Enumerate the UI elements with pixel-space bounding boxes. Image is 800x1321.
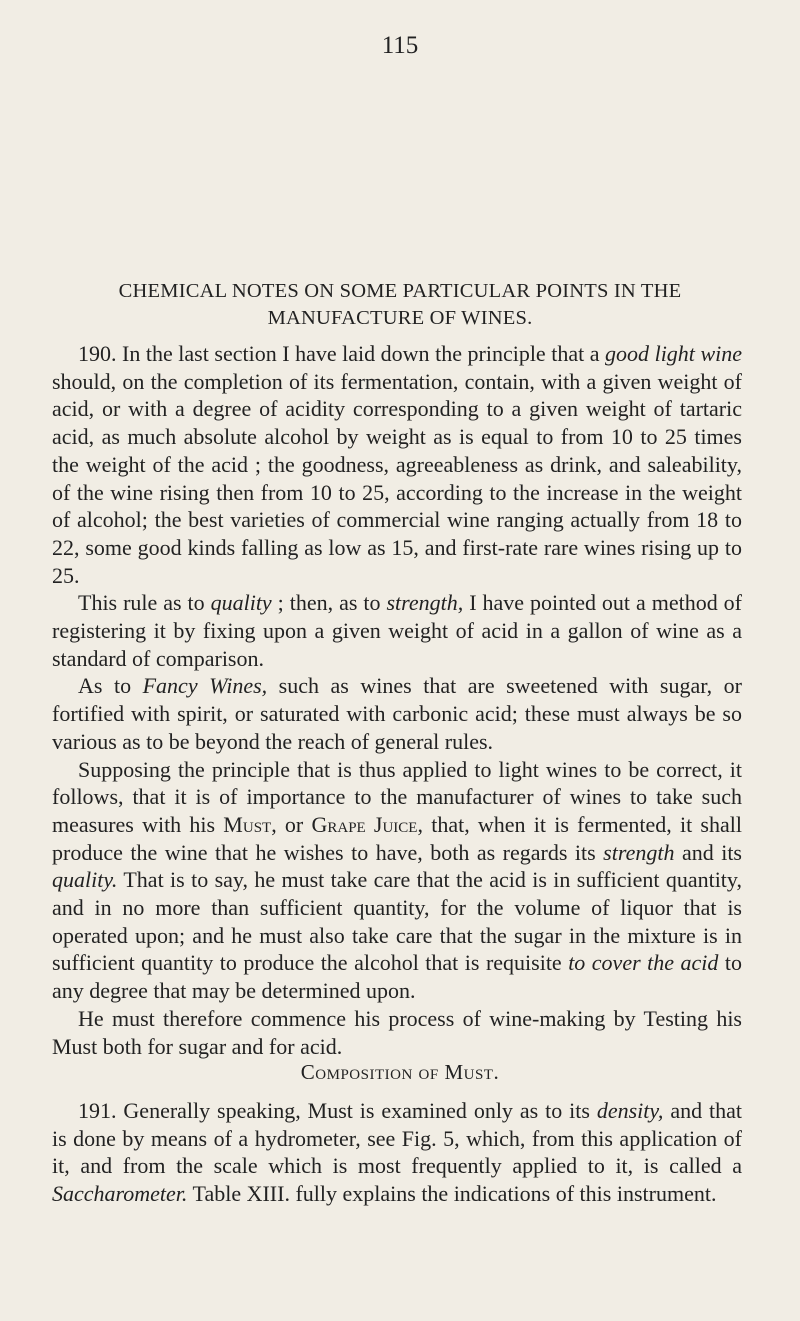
paragraph-supposing [52,756,742,1005]
text-run: ; then, as to [271,590,387,616]
emphasis-good-light-wine: good light wine [605,341,742,366]
emphasis-density: density, [596,1098,664,1123]
text-run: should, on the completion of its fermentation, contain, with a given weight of acid, or with a degree of acidity corresponding to a given weight of tartaric acid, as much absolute alcohol by weight as is equal to from 10 to 25 times the weight of the acid ; the goodness, agreeableness as drink, and saleability, of the wine rising then from 10 to 25, according to the increase in the weight of alcohol; the best varieties of commercial wine ranging actually from 18 to 22, some good kinds falling as low as 15, and first-rate rare wines rising up to 25. [52,368,742,588]
text-run: , that, when it is fermented, it shall produce the wine that he wishes to have, both as regards its [52,811,742,865]
paragraph-fancy-wines [52,672,742,755]
section-191 [52,1097,742,1208]
emphasis-strength: strength [603,839,675,865]
text-run: to any degree that may be determined upon. [52,950,742,1004]
paragraph-quality-rule [52,589,742,672]
emphasis-saccharometer: Saccharometer. [52,1181,188,1207]
text-run: 190. In the last section I have laid down the principle that a [78,341,606,366]
text-run: I have pointed out a method of registering it by fixing upon a given weight of acid in a gallon of wine as a standard of comparison. [52,590,742,671]
text-run: That is to say, he must take care that the acid is in sufficient quantity, and in no more than sufficient quantity, for the volume of liquor that is operated upon; and he must also take care that the sugar in the mixture is in sufficient quantity to produce the alcohol that is requisite [52,867,742,976]
text-run: , or [271,811,312,837]
title-line-1: CHEMICAL NOTES ON SOME PARTICULAR POINTS IN THE [118,280,682,302]
emphasis-fancy-wines: Fancy Wines, [142,673,268,699]
emphasis-quality: quality. [52,867,118,893]
text-run: and its [674,839,742,865]
smallcaps-grape-juice: Grape Juice [311,811,418,837]
paragraph-191 [52,1097,742,1208]
text-run: such as wines that are sweetened with sugar, or fortified with spirit, or saturated with carbonic acid; these must always be so various as to be beyond the reach of general rules. [52,673,742,754]
text-run: Table XIII. fully explains the indications of this instrument. [187,1181,717,1207]
section-heading: Composition of Must. [300,1060,500,1084]
text-run: 191. Generally speaking, Must is examined only as to its [78,1098,597,1123]
paragraph-190 [52,340,742,589]
text-run: and that is done by means of a hydrometer, see Fig. 5, which, from this application of it, and from the scale which is most frequently applied to it, is called a [52,1098,742,1179]
paragraph-testing: He must therefore commence his process of wine-making by Testing his Must both for sugar and for acid. [52,1005,742,1059]
text-run: Supposing the principle that is thus applied to light wines to be correct, it follows, that it is of importance to the manufacturer of wines to take such measures with his [52,756,742,837]
emphasis-cover-acid: to cover the acid [568,950,719,976]
emphasis-strength: strength, [386,590,464,616]
section-190 [52,340,742,1060]
smallcaps-must: Must [223,811,272,837]
page-number: 115 [381,32,419,59]
text-run: This rule as to [78,590,211,616]
title-line-2: MANUFACTURE OF WINES. [267,307,533,329]
text-run: As to [78,673,143,699]
emphasis-quality: quality [210,590,272,616]
page-title [60,278,740,332]
